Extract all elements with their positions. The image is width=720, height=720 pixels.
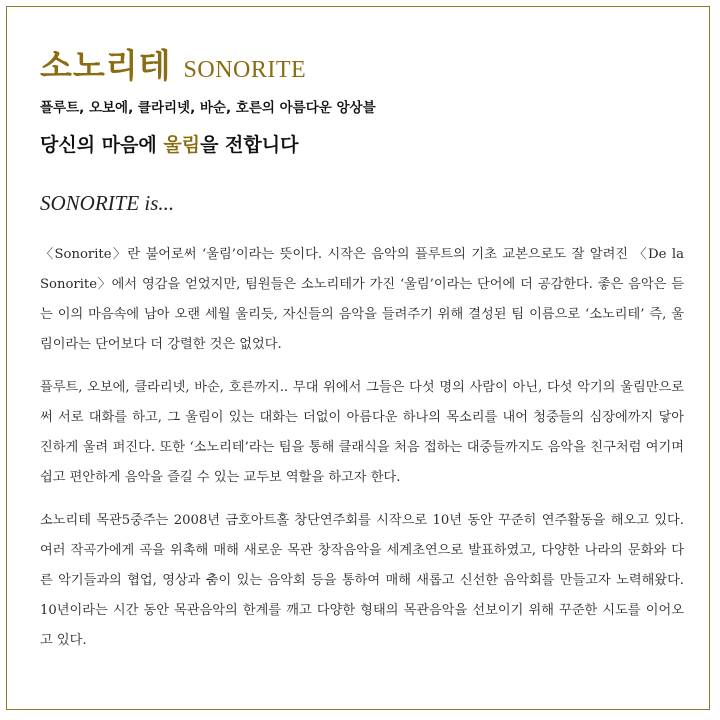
section-heading: SONORITE is...: [40, 191, 175, 215]
tagline: [40, 130, 684, 157]
paragraph-1: 〈Sonorite〉란 불어로써 ‘울림’이라는 뜻이다. 시작은 음악의 플루트의 기초 교본으로도 잘 알려진 〈De la Sonorite〉에서 영감을 얻었지만, 팀원들은 소노리테가 가진 ‘울림’이라는 단어에 더 공감한다. 좋은 음악은 듣는 이의 마음속에 남아 오랜 세월 울리듯, 자신들의 음악을 들려주기 위해 결성된 팀 이름으로 ‘소노리테’ 즉, 울림이라는 단어보다 더 강렬한 것은 없었다.: [40, 247, 684, 352]
paragraph-3: 소노리테 목관5중주는 2008년 금호아트홀 창단연주회를 시작으로 10년 동안 꾸준히 연주활동을 해오고 있다. 여러 작곡가에게 곡을 위촉해 매해 새로운 목관 창작음악을 세계초연으로 발표하였고, 다양한 나라의 문화와 다른 악기들과의 협업, 영상과 춤이 있는 음악회 등을 통하여 매해 새롭고 신선한 음악회를 만들고자 노력해왔다. 10년이라는 시간 동안 목관음악의 한계를 깨고 다양한 형태의 목관음악을 선보이기 위해 꾸준한 시도를 이어오고 있다.: [40, 513, 684, 649]
page-title-english: SONORITE: [183, 57, 307, 83]
page-title-korean: 소노리테: [40, 46, 172, 85]
tagline-before: 당신의 마음에: [40, 134, 164, 156]
paragraph-2: 플루트, 오보에, 클라리넷, 바순, 호른까지.. 무대 위에서 그들은 다섯 명의 사람이 아닌, 다섯 악기의 울림만으로써 서로 대화를 하고, 그 울림이 있는 대화는 더없이 아름다운 하나의 목소리를 내어 청중들의 심장에까지 닿아 진하게 울려 퍼진다. 또한 ‘소노리테’라는 팀을 통해 클래식을 처음 접하는 대중들까지도 음악을 친구처럼 여기며 쉽고 편안하게 음악을 즐길 수 있는 교두보 역할을 하고자 한다.: [40, 380, 684, 486]
tagline-accent: 울림: [163, 134, 201, 156]
subtitle: 플루트, 오보에, 클라리넷, 바순, 호른의 아름다운 앙상블: [40, 100, 376, 116]
title-row: [40, 40, 684, 88]
tagline-after: 을 전합니다: [200, 134, 299, 156]
content: [40, 40, 684, 670]
